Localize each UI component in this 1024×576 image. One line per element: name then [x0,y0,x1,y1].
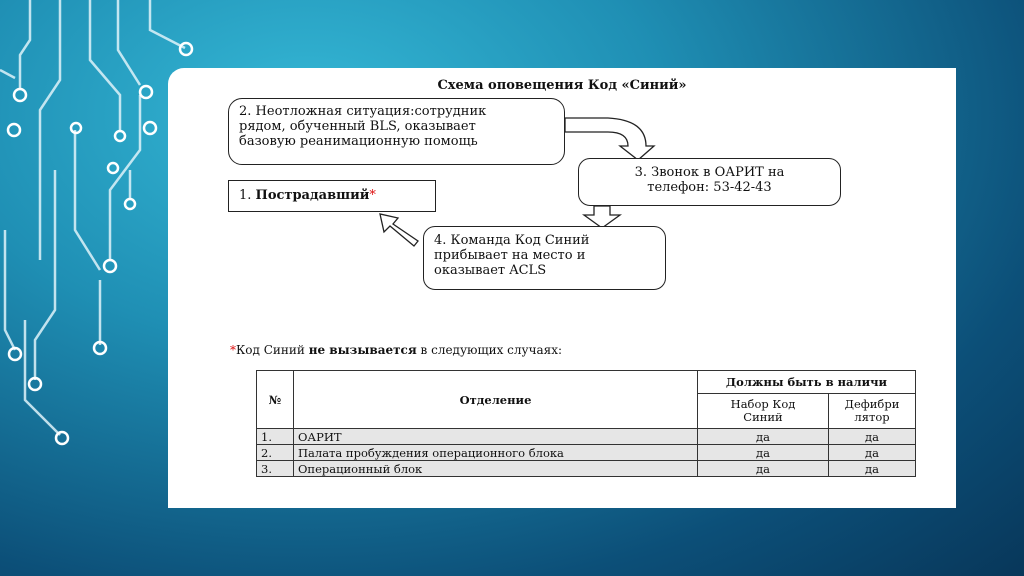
note-text [230,343,562,357]
header-number: № [257,371,294,429]
step-3-line: телефон: 53-42-43 [647,180,772,195]
document-image [168,68,956,508]
row-kit-value: да [698,429,829,445]
slide-content-panel [168,68,956,508]
row-defib-value: да [829,445,916,461]
step-3-box [578,158,841,206]
arrow-box2-to-box3 [565,118,654,160]
note-star: * [230,343,236,357]
step-1-star: * [369,188,376,203]
step-1-label: Пострадавший [255,188,370,203]
header-kit [698,394,829,429]
row-kit-value: да [698,461,829,477]
step-4-box [423,226,666,290]
header-department: Отделение [294,371,698,429]
arrow-box4-to-box1 [380,214,418,246]
arrow-box3-to-box4 [584,206,620,228]
row-number: 1. [257,429,294,445]
step-2-line: базовую реанимационную помощь [239,134,478,149]
row-department: Палата пробуждения операционного блока [294,445,698,461]
row-defib-value: да [829,429,916,445]
note-bold: не вызывается [308,343,417,357]
table-row [257,461,916,477]
step-2-box [228,98,565,165]
table-row [257,429,916,445]
header-kit-line: Синий [743,410,783,424]
note-after: в следующих случаях: [416,343,563,357]
note-before: Код Синий [236,343,309,357]
step-4-line: прибывает на место и [434,248,586,263]
step-4-line: 4. Команда Код Синий [434,233,590,248]
step-4-line: оказывает ACLS [434,263,547,278]
step-2-line: 2. Неотложная ситуация:сотрудник [239,104,487,119]
table-row [257,445,916,461]
diagram-title: Схема оповещения Код «Синий» [437,78,687,93]
step-1-box [228,180,436,212]
row-department: ОАРИТ [294,429,698,445]
header-defib-line: лятор [854,410,890,424]
step-2-line: рядом, обученный BLS, оказывает [239,119,476,134]
row-number: 3. [257,461,294,477]
header-defib-line: Дефибри [844,397,900,411]
row-kit-value: да [698,445,829,461]
row-defib-value: да [829,461,916,477]
step-1-prefix: 1. [239,188,256,203]
row-number: 2. [257,445,294,461]
departments-table [256,370,916,477]
header-required: Должны быть в наличи [698,371,916,394]
header-defibrillator [829,394,916,429]
row-department: Операционный блок [294,461,698,477]
step-3-line: 3. Звонок в ОАРИТ на [634,165,785,180]
header-kit-line: Набор Код [730,397,796,411]
